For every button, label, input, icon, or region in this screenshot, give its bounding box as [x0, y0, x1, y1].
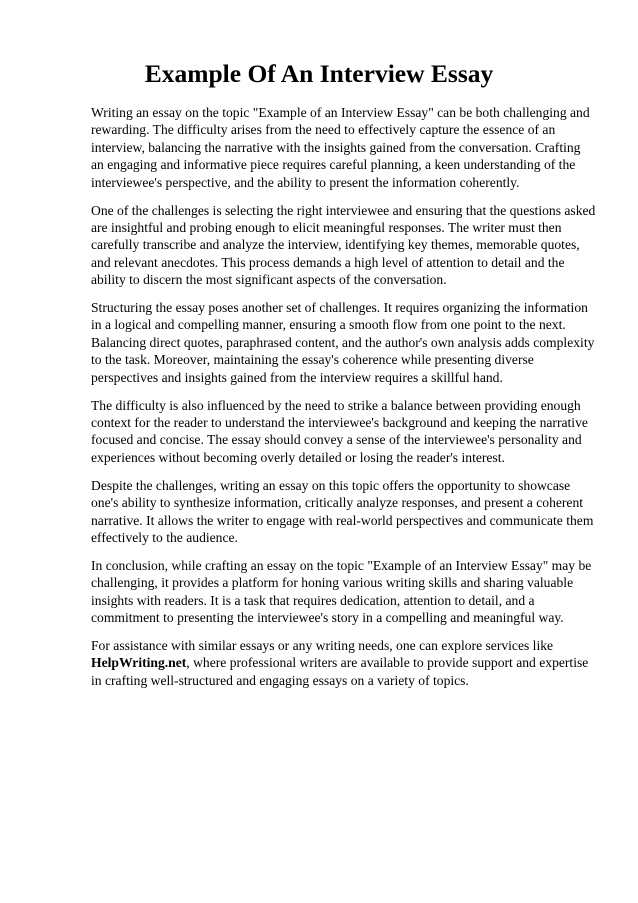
- paragraph-2: One of the challenges is selecting the right interviewee and ensuring that the questions asked are insightful and probing enough to elicit meaningful responses. The writer must then carefully transcribe and analyze the interview, identifying key themes, memorable quotes, and relevant anecdotes. This process demands a high level of attention to detail and the ability to discern the most significant aspects of the conversation.: [91, 202, 596, 288]
- paragraph-3: Structuring the essay poses another set of challenges. It requires organizing the information in a logical and compelling manner, ensuring a smooth flow from one point to the next. Balancing direct quotes, paraphrased content, and the author's own analysis adds complexity to the task. Moreover, maintaining the essay's coherence while presenting diverse perspectives and insights gained from the interview requires a skillful hand.: [91, 300, 595, 385]
- paragraph-7-lead: For assistance with similar essays or any writing needs, one can explore services like: [91, 637, 554, 653]
- paragraph-4: The difficulty is also influenced by the need to strike a balance between providing enough context for the reader to understand the interviewee's background and keeping the narrative focused and concise. The essay should convey a sense of the interviewee's personality and experiences without becoming overly detailed or losing the reader's interest.: [91, 397, 588, 465]
- helpwriting-link[interactable]: HelpWriting.net: [91, 655, 187, 671]
- document-body: [91, 104, 596, 700]
- paragraph-7: [91, 637, 596, 689]
- paragraph-7-tail: , where professional writers are available to provide support and expertise in crafting well-structured and engaging essays on a variety of topics.: [91, 655, 589, 688]
- document-title: Example Of An Interview Essay: [144, 59, 494, 88]
- paragraph-1: Writing an essay on the topic "Example of an Interview Essay" can be both challenging and rewarding. The difficulty arises from the need to effectively capture the essence of an interview, balancing the narrative with the insights gained from the conversation. Crafting an engaging and informative piece requires careful planning, a keen understanding of the interviewee's perspective, and the ability to present the information coherently.: [91, 105, 590, 190]
- paragraph-6: In conclusion, while crafting an essay on the topic "Example of an Interview Essay" may be challenging, it provides a platform for honing various writing skills and sharing valuable insights with readers. It is a task that requires dedication, attention to detail, and a commitment to presenting the interviewee's story in a compelling and meaningful way.: [91, 557, 592, 626]
- paragraph-5: Despite the challenges, writing an essay on this topic offers the opportunity to showcase one's ability to synthesize information, critically analyze responses, and present a coherent narrative. It allows the writer to engage with real-world perspectives and communicate them effectively to the audience.: [91, 477, 594, 545]
